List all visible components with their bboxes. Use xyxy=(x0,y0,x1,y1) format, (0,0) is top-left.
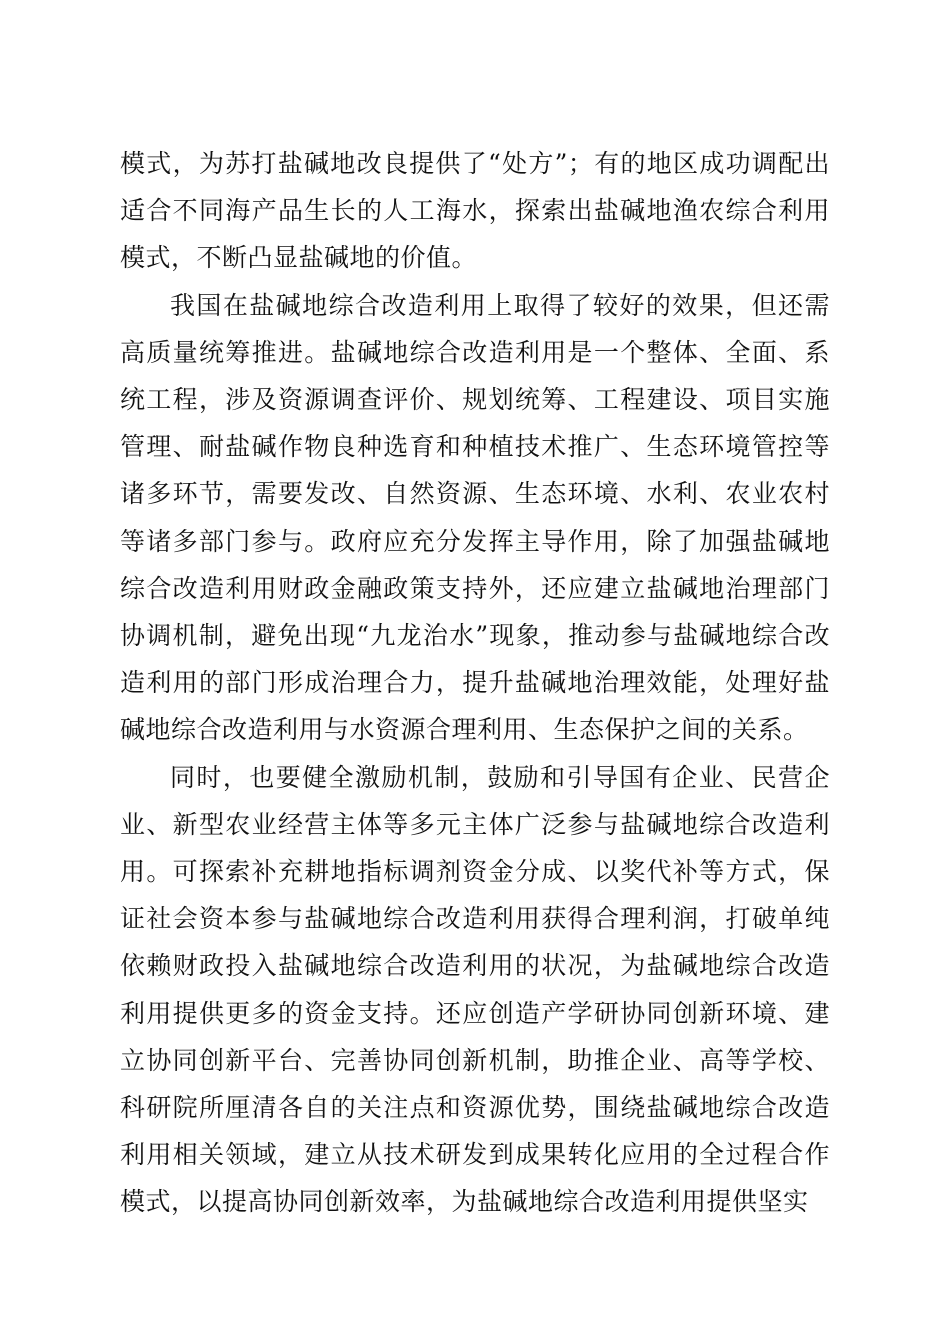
paragraph-3: 同时，也要健全激励机制，鼓励和引导国有企业、民营企业、新型农业经营主体等多元主体广泛参与盐碱地综合改造利用。可探索补充耕地指标调剂资金分成、以奖代补等方式，保证社会资本参与盐碱地综合改造利用获得合理利润，打破单纯依赖财政投入盐碱地综合改造利用的状况，为盐碱地综合改造利用提供更多的资金支持。还应创造产学研协同创新环境、建立协同创新平台、完善协同创新机制，助推企业、高等学校、科研院所厘清各自的关注点和资源优势，围绕盐碱地综合改造利用相关领域，建立从技术研发到成果转化应用的全过程合作模式，以提高协同创新效率，为盐碱地综合改造利用提供坚实 xyxy=(120,762,830,1217)
paragraph-2: 我国在盐碱地综合改造利用上取得了较好的效果，但还需高质量统筹推进。盐碱地综合改造利用是一个整体、全面、系统工程，涉及资源调查评价、规划统筹、工程建设、项目实施管理、耐盐碱作物良种选育和种植技术推广、生态环境管控等诸多环节，需要发改、自然资源、生态环境、水利、农业农村等诸多部门参与。政府应充分发挥主导作用，除了加强盐碱地综合改造利用财政金融政策支持外，还应建立盐碱地治理部门协调机制，避免出现“九龙治水”现象，推动参与盐碱地综合改造利用的部门形成治理合力，提升盐碱地治理效能，处理好盐碱地综合改造利用与水资源合理利用、生态保护之间的关系。 xyxy=(120,290,830,745)
body-text xyxy=(120,140,830,1226)
paragraph-1: 模式，为苏打盐碱地改良提供了“处方”；有的地区成功调配出适合不同海产品生长的人工海水，探索出盐碱地渔农综合利用模式，不断凸显盐碱地的价值。 xyxy=(120,149,830,273)
